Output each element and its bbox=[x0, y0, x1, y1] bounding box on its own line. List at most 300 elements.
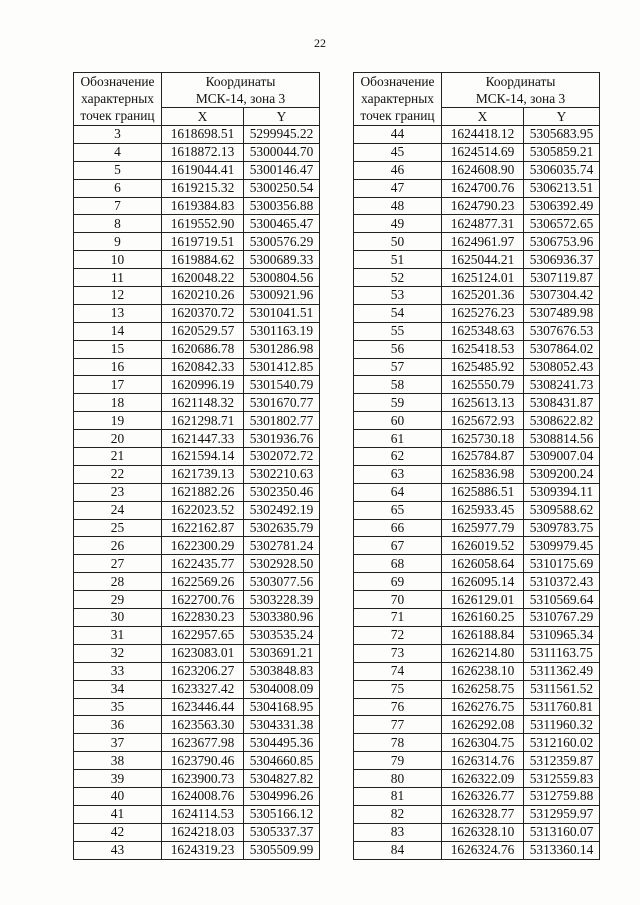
point-number-cell: 68 bbox=[354, 555, 442, 573]
table-row bbox=[74, 662, 320, 680]
point-number-cell: 48 bbox=[354, 197, 442, 215]
x-coordinate-cell: 1623900.73 bbox=[162, 770, 244, 788]
y-coordinate-cell: 5300921.96 bbox=[244, 287, 320, 305]
x-coordinate-cell: 1619044.41 bbox=[162, 161, 244, 179]
point-number-cell: 53 bbox=[354, 287, 442, 305]
table-row bbox=[354, 430, 600, 448]
x-coordinate-cell: 1626160.25 bbox=[442, 609, 524, 627]
y-coordinate-cell: 5313160.07 bbox=[524, 823, 600, 841]
table-row bbox=[354, 626, 600, 644]
table-row bbox=[354, 287, 600, 305]
table-row bbox=[354, 161, 600, 179]
table-row bbox=[74, 805, 320, 823]
x-coordinate-cell: 1620370.72 bbox=[162, 304, 244, 322]
x-coordinate-cell: 1622569.26 bbox=[162, 573, 244, 591]
y-coordinate-cell: 5302072.72 bbox=[244, 448, 320, 466]
y-coordinate-cell: 5300804.56 bbox=[244, 269, 320, 287]
table-row bbox=[354, 197, 600, 215]
table-row bbox=[74, 412, 320, 430]
point-number-cell: 56 bbox=[354, 340, 442, 358]
point-number-cell: 31 bbox=[74, 626, 162, 644]
y-coordinate-cell: 5312359.87 bbox=[524, 752, 600, 770]
x-coordinate-cell: 1620842.33 bbox=[162, 358, 244, 376]
table-row bbox=[74, 143, 320, 161]
x-coordinate-cell: 1619384.83 bbox=[162, 197, 244, 215]
point-number-cell: 80 bbox=[354, 770, 442, 788]
x-coordinate-cell: 1626258.75 bbox=[442, 680, 524, 698]
point-number-cell: 67 bbox=[354, 537, 442, 555]
point-number-cell: 14 bbox=[74, 322, 162, 340]
point-number-cell: 78 bbox=[354, 734, 442, 752]
point-number-cell: 39 bbox=[74, 770, 162, 788]
x-coordinate-cell: 1621739.13 bbox=[162, 465, 244, 483]
point-number-cell: 7 bbox=[74, 197, 162, 215]
x-coordinate-cell: 1626276.75 bbox=[442, 698, 524, 716]
y-column-header: Y bbox=[244, 108, 320, 126]
table-row bbox=[74, 251, 320, 269]
table-row bbox=[74, 304, 320, 322]
table-row bbox=[354, 555, 600, 573]
y-coordinate-cell: 5310767.29 bbox=[524, 609, 600, 627]
x-coordinate-cell: 1624608.90 bbox=[442, 161, 524, 179]
y-coordinate-cell: 5306035.74 bbox=[524, 161, 600, 179]
point-number-cell: 27 bbox=[74, 555, 162, 573]
point-number-cell: 77 bbox=[354, 716, 442, 734]
table-row bbox=[74, 734, 320, 752]
x-coordinate-cell: 1622830.23 bbox=[162, 609, 244, 627]
point-number-cell: 63 bbox=[354, 465, 442, 483]
y-coordinate-cell: 5302210.63 bbox=[244, 465, 320, 483]
point-number-cell: 76 bbox=[354, 698, 442, 716]
y-coordinate-cell: 5301163.19 bbox=[244, 322, 320, 340]
x-coordinate-cell: 1624877.31 bbox=[442, 215, 524, 233]
point-number-cell: 15 bbox=[74, 340, 162, 358]
table-row bbox=[74, 787, 320, 805]
x-coordinate-cell: 1620686.78 bbox=[162, 340, 244, 358]
point-number-cell: 43 bbox=[74, 841, 162, 859]
y-coordinate-cell: 5305683.95 bbox=[524, 126, 600, 144]
point-number-cell: 38 bbox=[74, 752, 162, 770]
y-coordinate-cell: 5302781.24 bbox=[244, 537, 320, 555]
table-row bbox=[354, 483, 600, 501]
x-coordinate-cell: 1626188.84 bbox=[442, 626, 524, 644]
y-coordinate-cell: 5302635.79 bbox=[244, 519, 320, 537]
point-number-cell: 60 bbox=[354, 412, 442, 430]
page-number: 22 bbox=[314, 36, 326, 50]
point-number-cell: 46 bbox=[354, 161, 442, 179]
y-coordinate-cell: 5304331.38 bbox=[244, 716, 320, 734]
y-coordinate-cell: 5303380.96 bbox=[244, 609, 320, 627]
y-coordinate-cell: 5311561.52 bbox=[524, 680, 600, 698]
y-coordinate-cell: 5305509.99 bbox=[244, 841, 320, 859]
table-row bbox=[74, 448, 320, 466]
y-coordinate-cell: 5312160.02 bbox=[524, 734, 600, 752]
x-coordinate-cell: 1622957.65 bbox=[162, 626, 244, 644]
table-row bbox=[354, 841, 600, 859]
x-coordinate-cell: 1618872.13 bbox=[162, 143, 244, 161]
table-row bbox=[354, 734, 600, 752]
table-row bbox=[74, 770, 320, 788]
y-coordinate-cell: 5312759.88 bbox=[524, 787, 600, 805]
y-coordinate-cell: 5303691.21 bbox=[244, 644, 320, 662]
x-coordinate-cell: 1626304.75 bbox=[442, 734, 524, 752]
point-number-cell: 41 bbox=[74, 805, 162, 823]
table-row bbox=[74, 179, 320, 197]
y-coordinate-cell: 5300356.88 bbox=[244, 197, 320, 215]
table-row bbox=[74, 126, 320, 144]
point-number-cell: 25 bbox=[74, 519, 162, 537]
point-number-cell: 75 bbox=[354, 680, 442, 698]
table-row bbox=[354, 394, 600, 412]
point-number-cell: 83 bbox=[354, 823, 442, 841]
x-coordinate-cell: 1626058.64 bbox=[442, 555, 524, 573]
table-row bbox=[74, 537, 320, 555]
coordinates-table-left bbox=[73, 72, 320, 860]
point-number-cell: 45 bbox=[354, 143, 442, 161]
y-coordinate-cell: 5311960.32 bbox=[524, 716, 600, 734]
y-coordinate-cell: 5307119.87 bbox=[524, 269, 600, 287]
point-number-cell: 20 bbox=[74, 430, 162, 448]
y-coordinate-cell: 5302350.46 bbox=[244, 483, 320, 501]
point-number-cell: 10 bbox=[74, 251, 162, 269]
point-number-cell: 11 bbox=[74, 269, 162, 287]
table-row bbox=[74, 716, 320, 734]
y-coordinate-cell: 5313360.14 bbox=[524, 841, 600, 859]
point-number-cell: 40 bbox=[74, 787, 162, 805]
table-row bbox=[74, 358, 320, 376]
x-coordinate-cell: 1619884.62 bbox=[162, 251, 244, 269]
x-coordinate-cell: 1625276.23 bbox=[442, 304, 524, 322]
table-row bbox=[354, 573, 600, 591]
x-coordinate-cell: 1622162.87 bbox=[162, 519, 244, 537]
x-coordinate-cell: 1624418.12 bbox=[442, 126, 524, 144]
point-number-cell: 49 bbox=[354, 215, 442, 233]
point-number-cell: 32 bbox=[74, 644, 162, 662]
table-row bbox=[354, 519, 600, 537]
x-coordinate-cell: 1626238.10 bbox=[442, 662, 524, 680]
x-coordinate-cell: 1626324.76 bbox=[442, 841, 524, 859]
point-number-cell: 36 bbox=[74, 716, 162, 734]
x-coordinate-cell: 1625933.45 bbox=[442, 501, 524, 519]
point-number-cell: 73 bbox=[354, 644, 442, 662]
table-row bbox=[354, 770, 600, 788]
y-coordinate-cell: 5307864.02 bbox=[524, 340, 600, 358]
table-row bbox=[354, 609, 600, 627]
y-coordinate-cell: 5304660.85 bbox=[244, 752, 320, 770]
point-number-cell: 26 bbox=[74, 537, 162, 555]
x-coordinate-cell: 1621447.33 bbox=[162, 430, 244, 448]
point-number-cell: 8 bbox=[74, 215, 162, 233]
x-coordinate-cell: 1625348.63 bbox=[442, 322, 524, 340]
point-number-cell: 66 bbox=[354, 519, 442, 537]
y-coordinate-cell: 5309783.75 bbox=[524, 519, 600, 537]
point-number-cell: 28 bbox=[74, 573, 162, 591]
point-number-cell: 59 bbox=[354, 394, 442, 412]
table-row bbox=[354, 823, 600, 841]
y-coordinate-cell: 5310569.64 bbox=[524, 591, 600, 609]
point-number-cell: 37 bbox=[74, 734, 162, 752]
table-row bbox=[354, 126, 600, 144]
y-coordinate-cell: 5301412.85 bbox=[244, 358, 320, 376]
table-body bbox=[354, 126, 600, 860]
x-coordinate-cell: 1619719.51 bbox=[162, 233, 244, 251]
x-coordinate-cell: 1625977.79 bbox=[442, 519, 524, 537]
table-row bbox=[74, 591, 320, 609]
x-coordinate-cell: 1625418.53 bbox=[442, 340, 524, 358]
point-number-cell: 9 bbox=[74, 233, 162, 251]
y-coordinate-cell: 5305337.37 bbox=[244, 823, 320, 841]
point-header-line2: характерных bbox=[354, 90, 442, 108]
y-coordinate-cell: 5310175.69 bbox=[524, 555, 600, 573]
x-coordinate-cell: 1624514.69 bbox=[442, 143, 524, 161]
x-coordinate-cell: 1624008.76 bbox=[162, 787, 244, 805]
y-coordinate-cell: 5312559.83 bbox=[524, 770, 600, 788]
coords-header-line2: МСК-14, зона 3 bbox=[442, 90, 600, 108]
y-coordinate-cell: 5301540.79 bbox=[244, 376, 320, 394]
y-coordinate-cell: 5307304.42 bbox=[524, 287, 600, 305]
y-coordinate-cell: 5303535.24 bbox=[244, 626, 320, 644]
table-row bbox=[354, 537, 600, 555]
table-row bbox=[74, 430, 320, 448]
y-column-header: Y bbox=[524, 108, 600, 126]
x-coordinate-cell: 1620210.26 bbox=[162, 287, 244, 305]
x-coordinate-cell: 1625730.18 bbox=[442, 430, 524, 448]
x-coordinate-cell: 1623790.46 bbox=[162, 752, 244, 770]
point-number-cell: 29 bbox=[74, 591, 162, 609]
table-row bbox=[74, 483, 320, 501]
table-row bbox=[74, 394, 320, 412]
y-coordinate-cell: 5303077.56 bbox=[244, 573, 320, 591]
y-coordinate-cell: 5306936.37 bbox=[524, 251, 600, 269]
x-coordinate-cell: 1620996.19 bbox=[162, 376, 244, 394]
y-coordinate-cell: 5300576.29 bbox=[244, 233, 320, 251]
table-row bbox=[354, 412, 600, 430]
point-number-cell: 17 bbox=[74, 376, 162, 394]
point-number-cell: 12 bbox=[74, 287, 162, 305]
table-row bbox=[74, 269, 320, 287]
x-coordinate-cell: 1625886.51 bbox=[442, 483, 524, 501]
x-coordinate-cell: 1626326.77 bbox=[442, 787, 524, 805]
x-column-header: X bbox=[162, 108, 244, 126]
table-row bbox=[354, 233, 600, 251]
y-coordinate-cell: 5308814.56 bbox=[524, 430, 600, 448]
table-row bbox=[354, 340, 600, 358]
point-number-cell: 5 bbox=[74, 161, 162, 179]
table-row bbox=[74, 841, 320, 859]
point-header-line1: Обозначение bbox=[74, 73, 162, 91]
y-coordinate-cell: 5301670.77 bbox=[244, 394, 320, 412]
point-number-cell: 64 bbox=[354, 483, 442, 501]
x-coordinate-cell: 1626292.08 bbox=[442, 716, 524, 734]
table-row bbox=[74, 519, 320, 537]
x-coordinate-cell: 1620048.22 bbox=[162, 269, 244, 287]
table-row bbox=[74, 287, 320, 305]
table-row bbox=[354, 465, 600, 483]
y-coordinate-cell: 5308431.87 bbox=[524, 394, 600, 412]
x-coordinate-cell: 1626129.01 bbox=[442, 591, 524, 609]
y-coordinate-cell: 5303228.39 bbox=[244, 591, 320, 609]
point-number-cell: 62 bbox=[354, 448, 442, 466]
x-coordinate-cell: 1621148.32 bbox=[162, 394, 244, 412]
y-coordinate-cell: 5309200.24 bbox=[524, 465, 600, 483]
y-coordinate-cell: 5308052.43 bbox=[524, 358, 600, 376]
point-number-cell: 58 bbox=[354, 376, 442, 394]
table-row bbox=[74, 465, 320, 483]
y-coordinate-cell: 5311362.49 bbox=[524, 662, 600, 680]
table-row bbox=[354, 662, 600, 680]
x-coordinate-cell: 1625201.36 bbox=[442, 287, 524, 305]
table-row bbox=[354, 179, 600, 197]
point-number-cell: 42 bbox=[74, 823, 162, 841]
y-coordinate-cell: 5299945.22 bbox=[244, 126, 320, 144]
x-coordinate-cell: 1626328.10 bbox=[442, 823, 524, 841]
x-coordinate-cell: 1619215.32 bbox=[162, 179, 244, 197]
y-coordinate-cell: 5310372.43 bbox=[524, 573, 600, 591]
y-coordinate-cell: 5311163.75 bbox=[524, 644, 600, 662]
y-coordinate-cell: 5301286.98 bbox=[244, 340, 320, 358]
point-number-cell: 23 bbox=[74, 483, 162, 501]
y-coordinate-cell: 5302928.50 bbox=[244, 555, 320, 573]
table-row bbox=[74, 609, 320, 627]
table-row bbox=[354, 752, 600, 770]
y-coordinate-cell: 5302492.19 bbox=[244, 501, 320, 519]
table-row bbox=[354, 358, 600, 376]
x-coordinate-cell: 1623327.42 bbox=[162, 680, 244, 698]
x-coordinate-cell: 1623677.98 bbox=[162, 734, 244, 752]
x-coordinate-cell: 1624218.03 bbox=[162, 823, 244, 841]
y-coordinate-cell: 5306753.96 bbox=[524, 233, 600, 251]
point-number-cell: 19 bbox=[74, 412, 162, 430]
y-coordinate-cell: 5305166.12 bbox=[244, 805, 320, 823]
x-coordinate-cell: 1618698.51 bbox=[162, 126, 244, 144]
y-coordinate-cell: 5301936.76 bbox=[244, 430, 320, 448]
x-coordinate-cell: 1624961.97 bbox=[442, 233, 524, 251]
y-coordinate-cell: 5309394.11 bbox=[524, 483, 600, 501]
x-coordinate-cell: 1625784.87 bbox=[442, 448, 524, 466]
point-number-cell: 47 bbox=[354, 179, 442, 197]
point-number-cell: 61 bbox=[354, 430, 442, 448]
table-row bbox=[354, 805, 600, 823]
table-row bbox=[354, 716, 600, 734]
x-coordinate-cell: 1625550.79 bbox=[442, 376, 524, 394]
point-number-cell: 4 bbox=[74, 143, 162, 161]
point-header-line2: характерных bbox=[74, 90, 162, 108]
x-coordinate-cell: 1626214.80 bbox=[442, 644, 524, 662]
x-coordinate-cell: 1622435.77 bbox=[162, 555, 244, 573]
y-coordinate-cell: 5300465.47 bbox=[244, 215, 320, 233]
y-coordinate-cell: 5304996.26 bbox=[244, 787, 320, 805]
y-coordinate-cell: 5308622.82 bbox=[524, 412, 600, 430]
table-row bbox=[74, 197, 320, 215]
y-coordinate-cell: 5304008.09 bbox=[244, 680, 320, 698]
table-row bbox=[354, 143, 600, 161]
y-coordinate-cell: 5310965.34 bbox=[524, 626, 600, 644]
table-row bbox=[354, 322, 600, 340]
y-coordinate-cell: 5309979.45 bbox=[524, 537, 600, 555]
y-coordinate-cell: 5306213.51 bbox=[524, 179, 600, 197]
y-coordinate-cell: 5311760.81 bbox=[524, 698, 600, 716]
x-coordinate-cell: 1621298.71 bbox=[162, 412, 244, 430]
point-number-cell: 72 bbox=[354, 626, 442, 644]
y-coordinate-cell: 5307676.53 bbox=[524, 322, 600, 340]
x-coordinate-cell: 1625613.13 bbox=[442, 394, 524, 412]
table-row bbox=[74, 573, 320, 591]
x-coordinate-cell: 1624700.76 bbox=[442, 179, 524, 197]
table-row bbox=[74, 823, 320, 841]
x-coordinate-cell: 1622700.76 bbox=[162, 591, 244, 609]
coordinates-table-right bbox=[353, 72, 600, 860]
y-coordinate-cell: 5300689.33 bbox=[244, 251, 320, 269]
y-coordinate-cell: 5312959.97 bbox=[524, 805, 600, 823]
x-coordinate-cell: 1622023.52 bbox=[162, 501, 244, 519]
x-coordinate-cell: 1619552.90 bbox=[162, 215, 244, 233]
y-coordinate-cell: 5305859.21 bbox=[524, 143, 600, 161]
x-coordinate-cell: 1626328.77 bbox=[442, 805, 524, 823]
table-row bbox=[354, 591, 600, 609]
point-header-line3: точек границ bbox=[74, 108, 162, 126]
point-number-cell: 52 bbox=[354, 269, 442, 287]
y-coordinate-cell: 5304827.82 bbox=[244, 770, 320, 788]
point-header-line1: Обозначение bbox=[354, 73, 442, 91]
x-coordinate-cell: 1624319.23 bbox=[162, 841, 244, 859]
table-row bbox=[74, 501, 320, 519]
table-row bbox=[74, 340, 320, 358]
y-coordinate-cell: 5300146.47 bbox=[244, 161, 320, 179]
x-coordinate-cell: 1625836.98 bbox=[442, 465, 524, 483]
x-coordinate-cell: 1620529.57 bbox=[162, 322, 244, 340]
point-number-cell: 33 bbox=[74, 662, 162, 680]
table-row bbox=[354, 501, 600, 519]
point-number-cell: 13 bbox=[74, 304, 162, 322]
y-coordinate-cell: 5301041.51 bbox=[244, 304, 320, 322]
table-row bbox=[74, 626, 320, 644]
table-row bbox=[354, 448, 600, 466]
x-coordinate-cell: 1626322.09 bbox=[442, 770, 524, 788]
point-number-cell: 3 bbox=[74, 126, 162, 144]
table-row bbox=[74, 555, 320, 573]
point-number-cell: 24 bbox=[74, 501, 162, 519]
point-number-cell: 82 bbox=[354, 805, 442, 823]
point-number-cell: 65 bbox=[354, 501, 442, 519]
x-coordinate-cell: 1623446.44 bbox=[162, 698, 244, 716]
table-row bbox=[354, 680, 600, 698]
point-number-cell: 79 bbox=[354, 752, 442, 770]
table-row bbox=[74, 752, 320, 770]
table-row bbox=[354, 698, 600, 716]
point-number-cell: 71 bbox=[354, 609, 442, 627]
table-row bbox=[74, 215, 320, 233]
point-number-cell: 6 bbox=[74, 179, 162, 197]
table-row bbox=[354, 215, 600, 233]
point-number-cell: 21 bbox=[74, 448, 162, 466]
point-number-cell: 69 bbox=[354, 573, 442, 591]
point-number-cell: 84 bbox=[354, 841, 442, 859]
x-coordinate-cell: 1626019.52 bbox=[442, 537, 524, 555]
y-coordinate-cell: 5309588.62 bbox=[524, 501, 600, 519]
x-coordinate-cell: 1625124.01 bbox=[442, 269, 524, 287]
y-coordinate-cell: 5309007.04 bbox=[524, 448, 600, 466]
x-coordinate-cell: 1626095.14 bbox=[442, 573, 524, 591]
table-row bbox=[74, 644, 320, 662]
point-number-cell: 16 bbox=[74, 358, 162, 376]
x-coordinate-cell: 1625485.92 bbox=[442, 358, 524, 376]
table-row bbox=[354, 304, 600, 322]
table-row bbox=[354, 251, 600, 269]
x-coordinate-cell: 1623206.27 bbox=[162, 662, 244, 680]
y-coordinate-cell: 5303848.83 bbox=[244, 662, 320, 680]
y-coordinate-cell: 5301802.77 bbox=[244, 412, 320, 430]
table-row bbox=[354, 269, 600, 287]
